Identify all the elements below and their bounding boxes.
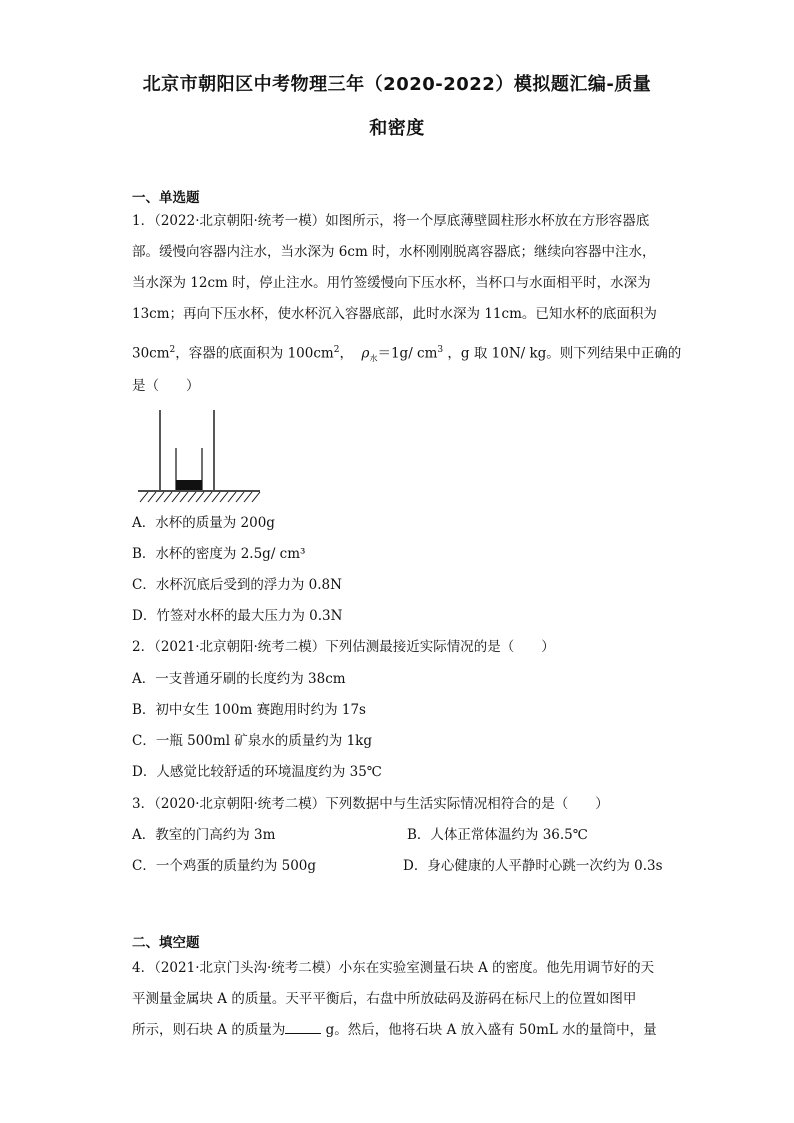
q2-option-d[interactable]: D．人感觉比较舒适的环境温度约为 35℃ [132, 764, 382, 780]
q1-stem-line-6: 是（ ） [132, 378, 200, 394]
section-heading-fill-in: 二、填空题 [132, 935, 200, 951]
q3-stem: 3．（2020·北京朝阳·统考二模）下列数据中与生活实际情况相符合的是（ ） [132, 796, 609, 812]
cup-thick-bottom [176, 480, 202, 490]
q1-option-b[interactable]: B．水杯的密度为 2.5g/ cm³ [132, 546, 306, 562]
q1-g-value: ，g 取 10N/ kg。则下列结果中正确的 [443, 345, 682, 362]
q1-stem-line-3: 当水深为 12cm 时，停止注水。用竹签缓慢向下压水杯，当杯口与水面相平时，水深为 [132, 275, 651, 291]
q1-stem-line-2: 部。缓慢向容器内注水，当水深为 6cm 时，水杯刚刚脱离容器底；继续向容器中注水， [132, 244, 656, 260]
q3-option-c[interactable]: C．一个鸡蛋的质量约为 500g [132, 858, 317, 874]
q1-option-a[interactable]: A．水杯的质量为 200g [132, 515, 275, 531]
q3-option-d[interactable]: D．身心健康的人平静时心跳一次约为 0.3s [403, 858, 663, 874]
q1-stem-line-4: 13cm；再向下压水杯，使水杯沉入容器底部，此时水深为 11cm。已知水杯的底面积为 [132, 306, 657, 322]
q1-comma: ， [339, 345, 353, 362]
ground-hatching [140, 492, 260, 502]
q1-area-1: 30cm [132, 345, 170, 362]
q4-text-after-blank: g。然后，他将石块 A 放入盛有 50mL 水的量筒中，量 [321, 1022, 657, 1038]
q1-container-figure [134, 406, 264, 506]
q4-answer-blank[interactable] [285, 1021, 321, 1034]
q1-area-1-exp: 2 [169, 345, 176, 355]
q4-text-before-blank: 所示，则石块 A 的质量为 [132, 1022, 286, 1038]
q1-stem-line-5 [132, 341, 681, 368]
q3-option-b[interactable]: B．人体正常体温约为 36.5℃ [407, 827, 588, 843]
q2-option-c[interactable]: C．一瓶 500ml 矿泉水的质量约为 1kg [132, 733, 373, 749]
section-heading-single-choice: 一、单选题 [132, 190, 200, 206]
q1-rho-subscript: 水 [369, 354, 378, 364]
q1-density-value: ＝1g/ cm [377, 345, 438, 362]
q4-stem-line-1: 4．（2021·北京门头沟·统考二模）小东在实验室测量石块 A 的密度。他先用调节好的天 [132, 960, 655, 976]
q2-stem: 2．（2021·北京朝阳·统考二模）下列估测最接近实际情况的是（ ） [132, 639, 555, 655]
q1-area-2: ，容器的底面积为 100cm [175, 345, 334, 362]
page-title-continued: 和密度 [369, 118, 425, 139]
q1-rho-symbol: ρ [361, 345, 370, 362]
q1-area-2-exp: 2 [333, 345, 340, 355]
q3-option-a[interactable]: A．教室的门高约为 3m [132, 827, 276, 843]
q1-option-c[interactable]: C．水杯沉底后受到的浮力为 0.8N [132, 577, 342, 593]
q2-option-a[interactable]: A．一支普通牙刷的长度约为 38cm [132, 671, 346, 687]
q4-stem-line-2: 平测量金属块 A 的质量。天平平衡后，右盘中所放砝码及游码在标尺上的位置如图甲 [132, 991, 637, 1007]
page-title: 北京市朝阳区中考物理三年（2020-2022）模拟题汇编-质量 [142, 74, 652, 95]
q1-option-d[interactable]: D．竹签对水杯的最大压力为 0.3N [132, 608, 343, 624]
q1-stem-line-1: 1．（2022·北京朝阳·统考一模）如图所示，将一个厚底薄壁圆柱形水杯放在方形容器底 [132, 213, 650, 229]
q4-stem-line-3 [132, 1021, 657, 1039]
q2-option-b[interactable]: B．初中女生 100m 赛跑用时约为 17s [132, 702, 366, 718]
q1-density-exp: 3 [437, 345, 444, 355]
